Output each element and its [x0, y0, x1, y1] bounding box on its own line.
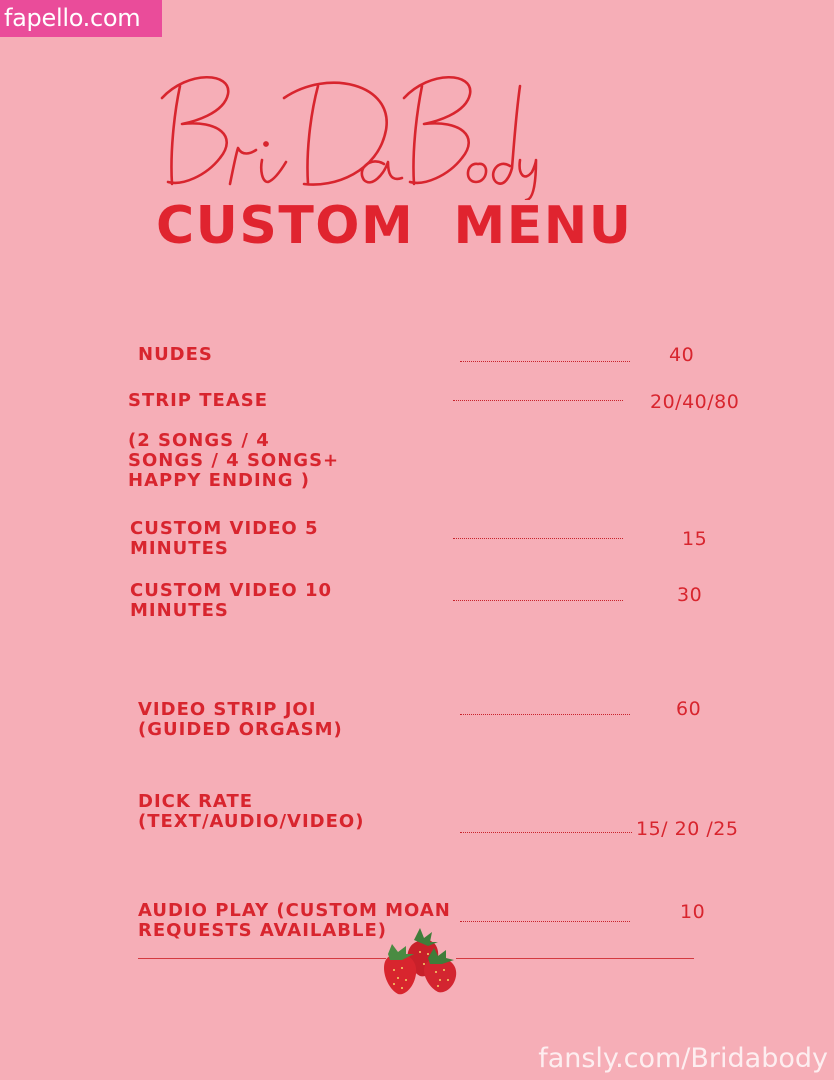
strawberries-icon — [380, 920, 462, 998]
menu-item-price: 40 — [669, 344, 695, 366]
bottom-divider-left — [138, 958, 386, 959]
menu-item-dick-rate: DICK RATE (TEXT/AUDIO/VIDEO) — [138, 791, 365, 832]
menu-item-strip-tease: STRIP TEASE — [128, 390, 269, 411]
menu-item-price: 10 — [680, 901, 706, 923]
site-watermark: fapello.com — [0, 0, 162, 37]
menu-item-nudes: NUDES — [138, 344, 213, 365]
menu-item-strip-tease-note: (2 SONGS / 4 SONGS / 4 SONGS+ HAPPY ENDING ) — [128, 430, 340, 491]
leader-dots — [460, 361, 630, 362]
leader-dots — [460, 921, 630, 922]
menu-item-audio-play: AUDIO PLAY (CUSTOM MOAN REQUESTS AVAILABLE) — [138, 900, 451, 941]
leader-dots — [460, 714, 630, 715]
menu-item-video-strip-joi: VIDEO STRIP JOI (GUIDED ORGASM) — [138, 699, 343, 740]
menu-item-price: 30 — [677, 584, 703, 606]
menu-item-custom-video-10: CUSTOM VIDEO 10 MINUTES — [130, 580, 333, 621]
leader-dots — [453, 400, 623, 401]
menu-item-price: 15/ 20 /25 — [636, 818, 739, 840]
menu-item-price: 15 — [682, 528, 708, 550]
brand-script-logo — [158, 64, 538, 200]
leader-dots — [460, 832, 632, 833]
menu-item-price: 20/40/80 — [650, 391, 740, 413]
menu-item-price: 60 — [676, 698, 702, 720]
menu-title: CUSTOM MENU — [156, 196, 633, 256]
menu-item-custom-video-5: CUSTOM VIDEO 5 MINUTES — [130, 518, 319, 559]
leader-dots — [453, 538, 623, 539]
leader-dots — [453, 600, 623, 601]
profile-watermark: fansly.com/Bridabody — [538, 1043, 828, 1074]
bottom-divider-right — [456, 958, 694, 959]
